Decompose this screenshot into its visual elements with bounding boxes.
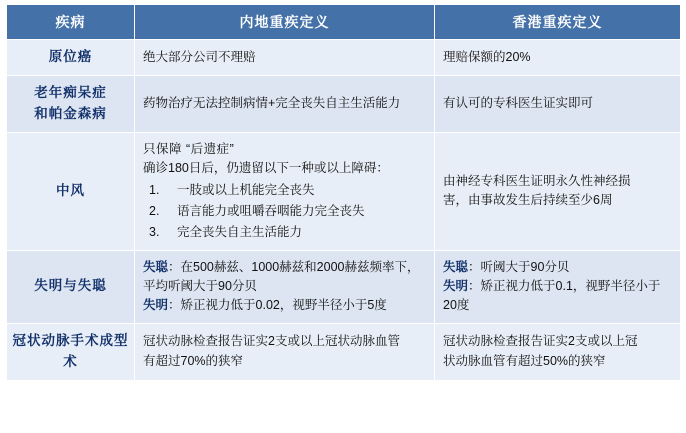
definition-line: [443, 258, 672, 277]
definition-line: 只保障 “后遗症”: [143, 141, 235, 156]
definition-line: 药物治疗无法控制病情+完全丧失自主生活能力: [143, 96, 401, 111]
list-item-text: 完全丧失自主生活能力: [177, 225, 303, 240]
hongkong-definition: [435, 250, 681, 323]
term-label: 失明: [443, 279, 469, 294]
term-text: ：矫正视力低于0.02，视野半径小于5度: [168, 298, 387, 313]
definition-sublist: [143, 181, 426, 243]
column-header-mainland: 内地重疾定义: [135, 5, 435, 40]
definition-line: 冠状动脉检查报告证实2支或以上冠: [443, 334, 638, 349]
list-item-text: 一肢或以上机能完全丧失: [177, 182, 315, 197]
definition-line: 绝大部分公司不理赔: [143, 49, 256, 64]
list-item: [143, 202, 426, 221]
definition-line: 有认可的专科医生证实即可: [443, 96, 594, 111]
disease-name-line: 术: [63, 353, 78, 369]
term-text: ：矫正视力低于0.1，视野半径小于20度: [443, 279, 661, 313]
definition-line: 状动脉血管有超过50%的狭窄: [443, 353, 606, 368]
definition-line: [443, 277, 672, 316]
hongkong-definition: [435, 323, 681, 380]
list-item: [143, 181, 426, 200]
term-label: 失明: [143, 298, 169, 313]
table-header: [7, 5, 681, 40]
table-row: [7, 40, 681, 76]
hongkong-definition: [435, 75, 681, 132]
table-row: [7, 132, 681, 250]
hongkong-definition: [435, 132, 681, 250]
definition-line: 确诊180日后，仍遗留以下一种或以上障碍：: [143, 161, 389, 176]
disease-name: 中风: [7, 132, 135, 250]
term-text: ：听阈大于90分贝: [468, 259, 570, 274]
list-item-number: 3.: [149, 225, 160, 240]
mainland-definition: [135, 323, 435, 380]
table-row: [7, 323, 681, 380]
mainland-definition: [135, 132, 435, 250]
disease-name: 原位癌: [7, 40, 135, 76]
term-label: 失聪: [443, 259, 469, 274]
mainland-definition: [135, 75, 435, 132]
mainland-definition: [135, 250, 435, 323]
disease-name-line: 冠状动脉手术成型: [12, 332, 129, 348]
definition-line: [143, 258, 426, 297]
disease-name: [7, 75, 135, 132]
list-item-number: 1.: [149, 182, 160, 197]
column-header-disease: 疾病: [7, 5, 135, 40]
list-item: [143, 223, 426, 242]
hongkong-definition: [435, 40, 681, 76]
disease-comparison-table: [6, 4, 681, 381]
table-row: [7, 250, 681, 323]
list-item-text: 语言能力或咀嚼吞咽能力完全丧失: [177, 203, 365, 218]
list-item-number: 2.: [149, 203, 160, 218]
definition-line: 由神经专科医生证明永久性神经损: [443, 173, 631, 188]
term-label: 失聪: [143, 259, 169, 274]
table-row: [7, 75, 681, 132]
disease-name-line: 和帕金森病: [34, 105, 107, 121]
definition-line: 有超过70%的狭窄: [143, 353, 244, 368]
definition-line: 害，由事故发生后持续至少6周: [443, 193, 613, 208]
definition-line: [143, 296, 426, 315]
mainland-definition: [135, 40, 435, 76]
comparison-sheet: [0, 4, 686, 433]
disease-name-line: 老年痴呆症: [34, 84, 107, 100]
table-body: [7, 40, 681, 381]
definition-line: 冠状动脉检查报告证实2支或以上冠状动脉血管: [143, 334, 400, 349]
column-header-hongkong: 香港重疾定义: [435, 5, 681, 40]
disease-name: [7, 323, 135, 380]
definition-line: 理赔保额的20%: [443, 49, 531, 64]
term-text: ：在500赫兹、1000赫兹和2000赫兹频率下，平均听阈大于90分贝: [143, 259, 420, 294]
disease-name: 失明与失聪: [7, 250, 135, 323]
table-header-row: [7, 5, 681, 40]
